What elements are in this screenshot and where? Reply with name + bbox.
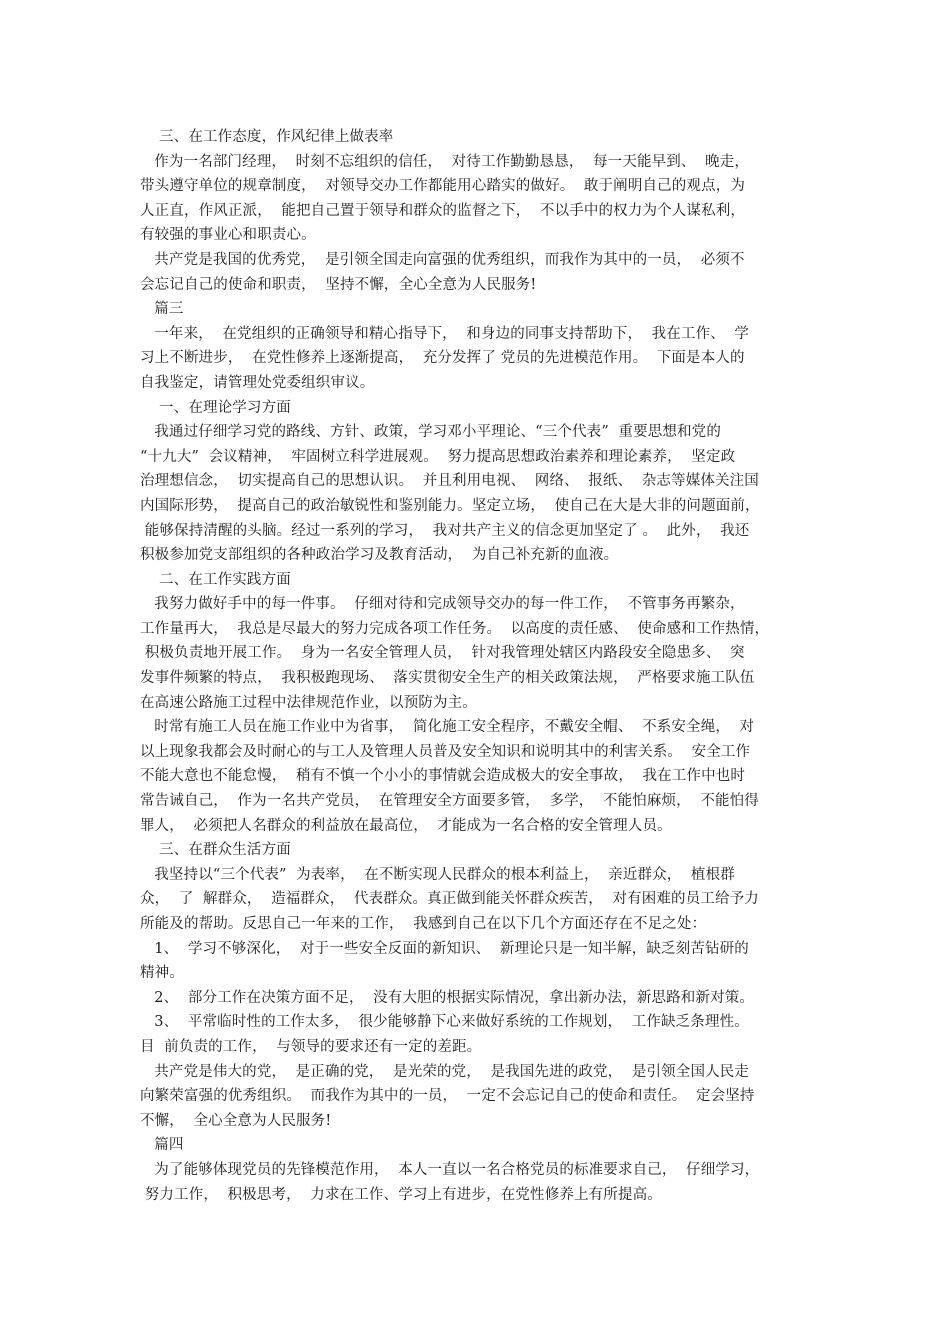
text-line: 3、 平常临时性的工作太多， 很少能够静下心来做好系统的工作规划， 工作缺乏条理性。	[140, 1014, 749, 1031]
text-line: 为了能够体现党员的先锋模范作用， 本人一直以一名合格党员的标准要求自己， 仔细学习，	[140, 1161, 760, 1178]
text-line: 积极参加党支部组织的各种政治学习及教育活动， 为自己补充新的血液。	[140, 547, 619, 564]
text-line: 二、在工作实践方面	[140, 571, 291, 588]
text-line: 以上现象我都会及时耐心的与工人及管理人员普及安全知识和说明其中的利害关系。 安全工作	[140, 743, 751, 760]
text-line: 努力工作， 积极思考， 力求在工作、学习上有进步，在党性修养上有所提高。	[140, 1186, 662, 1203]
text-line: 带头遵守单位的规章制度， 对领导交办工作都能用心踏实的做好。 敢于阐明自己的观点，为	[140, 178, 746, 195]
text-line: 众， 了 解群众， 造福群众， 代表群众。真正做到能关怀群众疾苦， 对有困难的员工给予力	[140, 891, 759, 908]
text-line: 不懈， 全心全意为人民服务!	[140, 1112, 332, 1129]
text-line: 精神。	[140, 965, 184, 982]
text-line: 习上不断进步， 在党性修养上逐渐提高， 充分发挥了 党员的先进模范作用。 下面是本人的	[140, 350, 745, 367]
document-body	[140, 125, 820, 1207]
text-line: 时常有施工人员在施工作业中为省事， 简化施工安全程序，不戴安全帽、 不系安全绳， 对	[140, 719, 755, 736]
text-line: 三、在群众生活方面	[140, 842, 291, 859]
text-line: 所能及的帮助。反思自己一年来的工作， 我感到自己在以下几个方面还存在不足之处：	[140, 916, 707, 932]
text-line: 一年来， 在党组织的正确领导和精心指导下， 和身边的同事支持帮助下， 我在工作、 学	[140, 325, 750, 342]
text-line: 篇四	[140, 1137, 184, 1154]
text-line: 在高速公路施工过程中法律规范作业，以预防为主。	[140, 694, 477, 711]
text-line: 共产党是我国的优秀党， 是引领全国走向富强的优秀组织，而我作为其中的一员， 必须不	[140, 251, 745, 268]
text-line: 能够保持清醒的头脑。经过一系列的学习， 我对共产主义的信念更加坚定了 。 此外， 我还	[140, 522, 750, 539]
text-line: 常告诫自己， 作为一名共产党员， 在管理安全方面要多管， 多学， 不能怕麻烦， 不能怕得	[140, 793, 759, 810]
text-line: 不能大意也不能怠慢， 稍有不慎一个小小的事情就会造成极大的安全事故， 我在工作中也时	[140, 768, 746, 785]
text-line: 共产党是伟大的党， 是正确的党， 是光荣的党， 是我国先进的政党， 是引领全国人民走	[140, 1063, 750, 1080]
text-line: 目 前负责的工作， 与领导的要求还有一定的差距。	[140, 1038, 482, 1055]
text-line: 治理想信念， 切实提高自己的思想认识。 并且利用电视、 网络、 报纸、 杂志等媒体关注国	[140, 473, 759, 490]
text-line: 内国际形势， 提高自己的政治敏锐性和鉴别能力。坚定立场， 使自己在大是大非的问题面前，	[140, 497, 760, 514]
text-line: 篇三	[140, 301, 184, 318]
text-line: 2、 部分工作在决策方面不足， 没有大胆的根据实际情况，拿出新办法，新思路和新对策。	[140, 989, 755, 1006]
text-line: 会忘记自己的使命和职责， 坚持不懈，全心全意为人民服务!	[140, 276, 537, 293]
text-line: 有较强的事业心和职责心。	[140, 227, 316, 244]
text-line: 一、在理论学习方面	[140, 399, 291, 416]
text-line: 发事件频繁的特点， 我积极跑现场、 落实贯彻安全生产的相关政策法规， 严格要求施工队伍	[140, 670, 755, 687]
text-line: 我通过仔细学习党的路线、方针、政策，学习邓小平理论、“三个代表” 重要思想和党的	[140, 424, 721, 441]
text-line: 我坚持以“三个代表” 为表率， 在不断实现人民群众的根本利益上， 亲近群众， 植根群	[140, 866, 735, 883]
text-line: 作为一名部门经理， 时刻不忘组织的信任， 对待工作勤勤恳恳， 每一天能早到、 晚走，	[140, 153, 750, 170]
text-line: 我努力做好手中的每一件事。 仔细对待和完成领导交办的每一件工作， 不管事务再繁杂，	[140, 596, 745, 613]
text-line: 人正直，作风正派， 能把自己置于领导和群众的监督之下， 不以手中的权力为个人谋私利，	[140, 202, 746, 219]
text-line: 罪人， 必须把人名群众的利益放在最高位， 才能成为一名合格的安全管理人员。	[140, 817, 672, 834]
text-line: “十九大” 会议精神， 牢固树立科学进展观。 努力提高思想政治素养和理论素养， 坚定政	[140, 448, 736, 465]
text-line: 1、 学习不够深化， 对于一些安全反面的新知识、 新理论只是一知半解，缺乏刻苦钻研的	[140, 940, 749, 957]
text-line: 自我鉴定，请管理处党委组织审议。	[140, 374, 375, 391]
text-line: 向繁荣富强的优秀组织。 而我作为其中的一员， 一定不会忘记自己的使命和责任。 定会坚持	[140, 1088, 755, 1105]
text-line: 工作量再大， 我总是尽最大的努力完成各项工作任务。 以高度的责任感、 使命感和工作热情，	[140, 620, 770, 637]
text-line: 积极负责地开展工作。 身为一名安全管理人员， 针对我管理处辖区内路段安全隐患多、 突	[140, 645, 745, 662]
text-line: 三、在工作态度，作风纪律上做表率	[140, 129, 394, 145]
